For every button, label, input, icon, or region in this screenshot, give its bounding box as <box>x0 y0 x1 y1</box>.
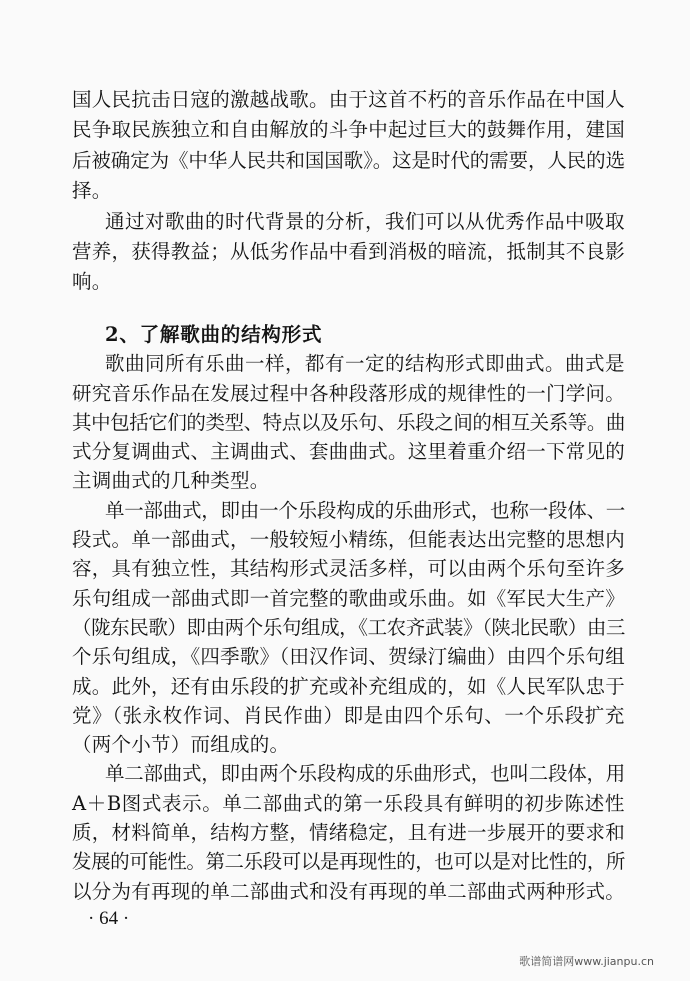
text-line <box>105 759 625 788</box>
text-line <box>72 466 625 495</box>
section-body <box>72 349 625 906</box>
text-line-content: 个乐句组成，《四季歌》（田汉作词、贺绿汀编曲）由四个乐句组 <box>72 645 625 669</box>
text-line-content: 择。 <box>72 179 112 203</box>
text-line-content: 式分复调曲式、主调曲式、套曲曲式。这里着重介绍一下常见的 <box>72 440 625 464</box>
text-line <box>72 730 625 759</box>
text-line-content: A＋B图式表示。单二部曲式的第一乐段具有鲜明的初步陈述性 <box>72 791 625 815</box>
text-line <box>72 115 625 145</box>
paragraph <box>72 207 625 298</box>
text-line <box>72 408 625 437</box>
text-line <box>72 642 625 671</box>
text-line <box>72 554 625 583</box>
paragraph <box>72 759 625 905</box>
text-line-content: （陇东民歌）即由两个乐句组成，《工农齐武装》（陕北民歌）由三 <box>72 615 625 639</box>
text-line <box>72 379 625 408</box>
text-line <box>72 525 625 554</box>
intro-text <box>72 85 625 298</box>
text-line <box>105 349 625 378</box>
text-line-content: 响。 <box>72 270 112 294</box>
text-line-content: 质，材料简单，结构方整，情绪稳定，且有进一步展开的要求和 <box>72 821 625 845</box>
text-line-content: 段式。单一部曲式，一般较短小精练，但能表达出完整的思想内 <box>72 528 625 552</box>
text-line-content: 后被确定为《中华人民共和国国歌》。这是时代的需要，人民的选 <box>72 148 625 172</box>
section-structure <box>72 320 625 906</box>
text-line <box>72 146 625 176</box>
text-line-content: 民争取民族独立和自由解放的斗争中起过巨大的鼓舞作用，建国 <box>72 118 625 142</box>
text-line <box>72 85 625 115</box>
text-line <box>72 176 625 206</box>
text-line-content: 容，具有独立性，其结构形式灵活多样，可以由两个乐句至许多 <box>72 557 625 581</box>
text-line <box>105 207 625 237</box>
text-line <box>72 701 625 730</box>
text-line-content: 通过对歌曲的时代背景的分析，我们可以从优秀作品中吸取 <box>105 209 625 233</box>
text-line <box>72 818 625 847</box>
page-number: · 64 · <box>88 908 130 929</box>
text-line-content: 主调曲式的几种类型。 <box>72 469 270 493</box>
text-line-content: 发展的可能性。第二乐段可以是再现性的，也可以是对比性的，所 <box>72 850 625 874</box>
watermark-text: 歌谱简谱网www.jianpu.cn <box>519 955 654 968</box>
text-line-content: 营养，获得教益；从低劣作品中看到消极的暗流，抵制其不良影 <box>72 239 625 263</box>
text-line-content: 其中包括它们的类型、特点以及乐句、乐段之间的相互关系等。曲 <box>72 410 625 434</box>
text-line <box>72 672 625 701</box>
text-line-content: 成。此外，还有由乐段的扩充或补充组成的，如《人民军队忠于 <box>72 674 625 698</box>
text-line-content: 党》（张永枚作词、肖民作曲）即是由四个乐句、一个乐段扩充 <box>72 703 625 727</box>
paragraph <box>72 85 625 207</box>
text-line-content: （两个小节）而组成的。 <box>72 733 290 757</box>
text-line-content: 研究音乐作品在发展过程中各种段落形成的规律性的一门学问。 <box>72 381 625 405</box>
text-line-content: 单二部曲式，即由两个乐段构成的乐曲形式，也叫二段体，用 <box>105 762 625 786</box>
text-line-content: 以分为有再现的单二部曲式和没有再现的单二部曲式两种形式。 <box>72 879 625 903</box>
section-heading <box>105 320 625 349</box>
text-line <box>72 267 625 297</box>
paragraph <box>72 349 625 495</box>
text-line <box>72 584 625 613</box>
text-line-content: 乐句组成一部曲式即一首完整的歌曲或乐曲。如《军民大生产》 <box>72 586 625 610</box>
text-line <box>72 847 625 876</box>
text-line-content: 单一部曲式，即由一个乐段构成的乐曲形式，也称一段体、一 <box>105 498 625 522</box>
text-line <box>72 613 625 642</box>
text-line-content: 国人民抗击日寇的激越战歌。由于这首不朽的音乐作品在中国人 <box>72 88 625 111</box>
text-line <box>105 496 625 525</box>
paragraph <box>72 496 625 760</box>
text-line <box>72 789 625 818</box>
text-line <box>72 877 625 906</box>
text-line-content: 歌曲同所有乐曲一样，都有一定的结构形式即曲式。曲式是 <box>105 352 625 376</box>
section-heading-text: 2、了解歌曲的结构形式 <box>105 323 323 346</box>
text-line <box>72 437 625 466</box>
text-line <box>72 237 625 267</box>
